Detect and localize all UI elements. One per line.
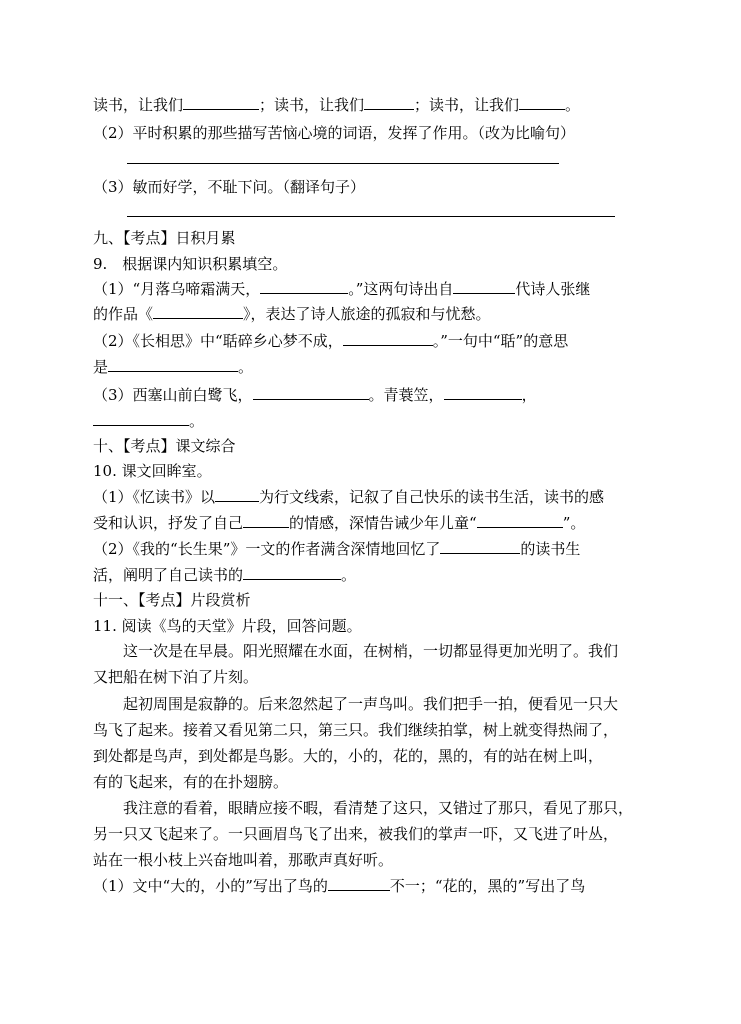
blank[interactable] — [328, 875, 390, 891]
text: 。 — [565, 96, 581, 114]
answer-line[interactable] — [127, 216, 615, 217]
text: 的读书生 — [520, 540, 581, 558]
passage-line: 这一次是在早晨。阳光照耀在水面，在树梢，一切都显得更加光明了。我们 — [123, 642, 619, 660]
passage-line: 另一只又飞起来了。一只画眉鸟飞了出来，被我们的掌声一吓，又飞进了叶丛， — [93, 825, 619, 843]
text: ， — [521, 386, 537, 404]
blank[interactable] — [243, 564, 341, 580]
text: （2）《我的“长生果”》一文的作者满含深情地回忆了 — [93, 540, 441, 558]
passage-line: 到处都是鸟声，到处都是鸟影。大的，小的，花的，黑的，有的站在树上叫， — [93, 747, 604, 765]
question-10: 10. 课文回眸室。 — [93, 462, 212, 480]
reading-fill-line — [93, 94, 580, 116]
question-11-1 — [93, 875, 585, 897]
question-10-1-cont — [93, 512, 585, 534]
question-10-2-cont — [93, 564, 356, 586]
text: 。青蓑笠， — [368, 386, 444, 404]
text: 。”这两句诗出自 — [348, 280, 454, 298]
question-9-2-cont — [93, 356, 253, 378]
question-3: （3）敏而好学，不耻下问。（翻译句子） — [93, 178, 366, 196]
blank[interactable] — [253, 384, 369, 400]
question-9-2 — [93, 330, 568, 352]
text: 。”一句中“聒”的意思 — [432, 332, 569, 350]
text: 。 — [189, 412, 205, 430]
blank[interactable] — [444, 384, 522, 400]
text: ；读书，让我们 — [414, 96, 520, 114]
question-2: （2）平时积累的那些描写苦恼心境的词语，发挥了作用。（改为比喻句） — [93, 124, 576, 142]
blank[interactable] — [108, 356, 238, 372]
text: 。 — [238, 358, 254, 376]
question-9-1-cont — [93, 303, 491, 325]
question-10-2 — [93, 538, 580, 560]
passage-line: 鸟飞了起来。接着又看见第二只，第三只。我们继续拍掌，树上就变得热闹了， — [93, 721, 619, 739]
blank[interactable] — [93, 410, 189, 426]
passage-line: 有的飞起来，有的在扑翅膀。 — [93, 773, 289, 791]
text: （1）《忆读书》以 — [93, 488, 216, 506]
text: ；读书，让我们 — [259, 96, 365, 114]
blank[interactable] — [453, 278, 515, 294]
text: 的作品《 — [93, 305, 154, 323]
blank[interactable] — [260, 278, 348, 294]
text: 的情感，深情告诫少年儿童“ — [289, 514, 477, 532]
text: 受和认识，抒发了自己 — [93, 514, 244, 532]
blank[interactable] — [215, 486, 259, 502]
text: ”。 — [562, 514, 586, 532]
text: 读书，让我们 — [93, 96, 184, 114]
passage-line: 我注意的看着，眼睛应接不暇，看清楚了这只，又错过了那只，看见了那只， — [123, 799, 634, 817]
text: （3）西塞山前白鹭飞， — [93, 386, 253, 404]
section-10-heading: 十、【考点】课文综合 — [93, 437, 236, 455]
question-9-3 — [93, 384, 537, 406]
question-11: 11. 阅读《鸟的天堂》片段，回答问题。 — [93, 617, 362, 635]
text: 活，阐明了自己读书的 — [93, 566, 244, 584]
blank[interactable] — [440, 538, 520, 554]
question-9-1 — [93, 278, 590, 300]
text: 》，表达了诗人旅途的孤寂和与忧愁。 — [243, 305, 491, 323]
text: 不一；“花的，黑的”写出了鸟 — [389, 877, 586, 895]
blank[interactable] — [243, 512, 289, 528]
text: 为行文线索，记叙了自己快乐的读书生活，读书的感 — [259, 488, 605, 506]
text: 是 — [93, 358, 109, 376]
blank[interactable] — [153, 303, 243, 319]
answer-line[interactable] — [127, 163, 559, 164]
text: 代诗人张继 — [515, 280, 591, 298]
text: 。 — [341, 566, 357, 584]
question-9-3-cont — [93, 410, 204, 432]
question-9: 9. 根据课内知识积累填空。 — [93, 255, 288, 273]
passage-line: 站在一根小枝上兴奋地叫着，那歌声真好听。 — [93, 851, 394, 869]
blank[interactable] — [183, 94, 259, 110]
question-10-1 — [93, 486, 604, 508]
section-9-heading: 九、【考点】日积月累 — [93, 229, 236, 247]
passage-line: 又把船在树下泊了片刻。 — [93, 668, 259, 686]
passage-line: 起初周围是寂静的。后来忽然起了一声鸟叫。我们把手一拍，便看见一只大 — [123, 695, 619, 713]
blank[interactable] — [519, 94, 565, 110]
section-11-heading: 十一、【考点】片段赏析 — [93, 591, 251, 609]
blank[interactable] — [343, 330, 433, 346]
text: （1）文中“大的，小的”写出了鸟的 — [93, 877, 328, 895]
text: （2）《长相思》中“聒碎乡心梦不成， — [93, 332, 343, 350]
blank[interactable] — [364, 94, 414, 110]
blank[interactable] — [477, 512, 563, 528]
text: （1）“月落乌啼霜满天， — [93, 280, 261, 298]
